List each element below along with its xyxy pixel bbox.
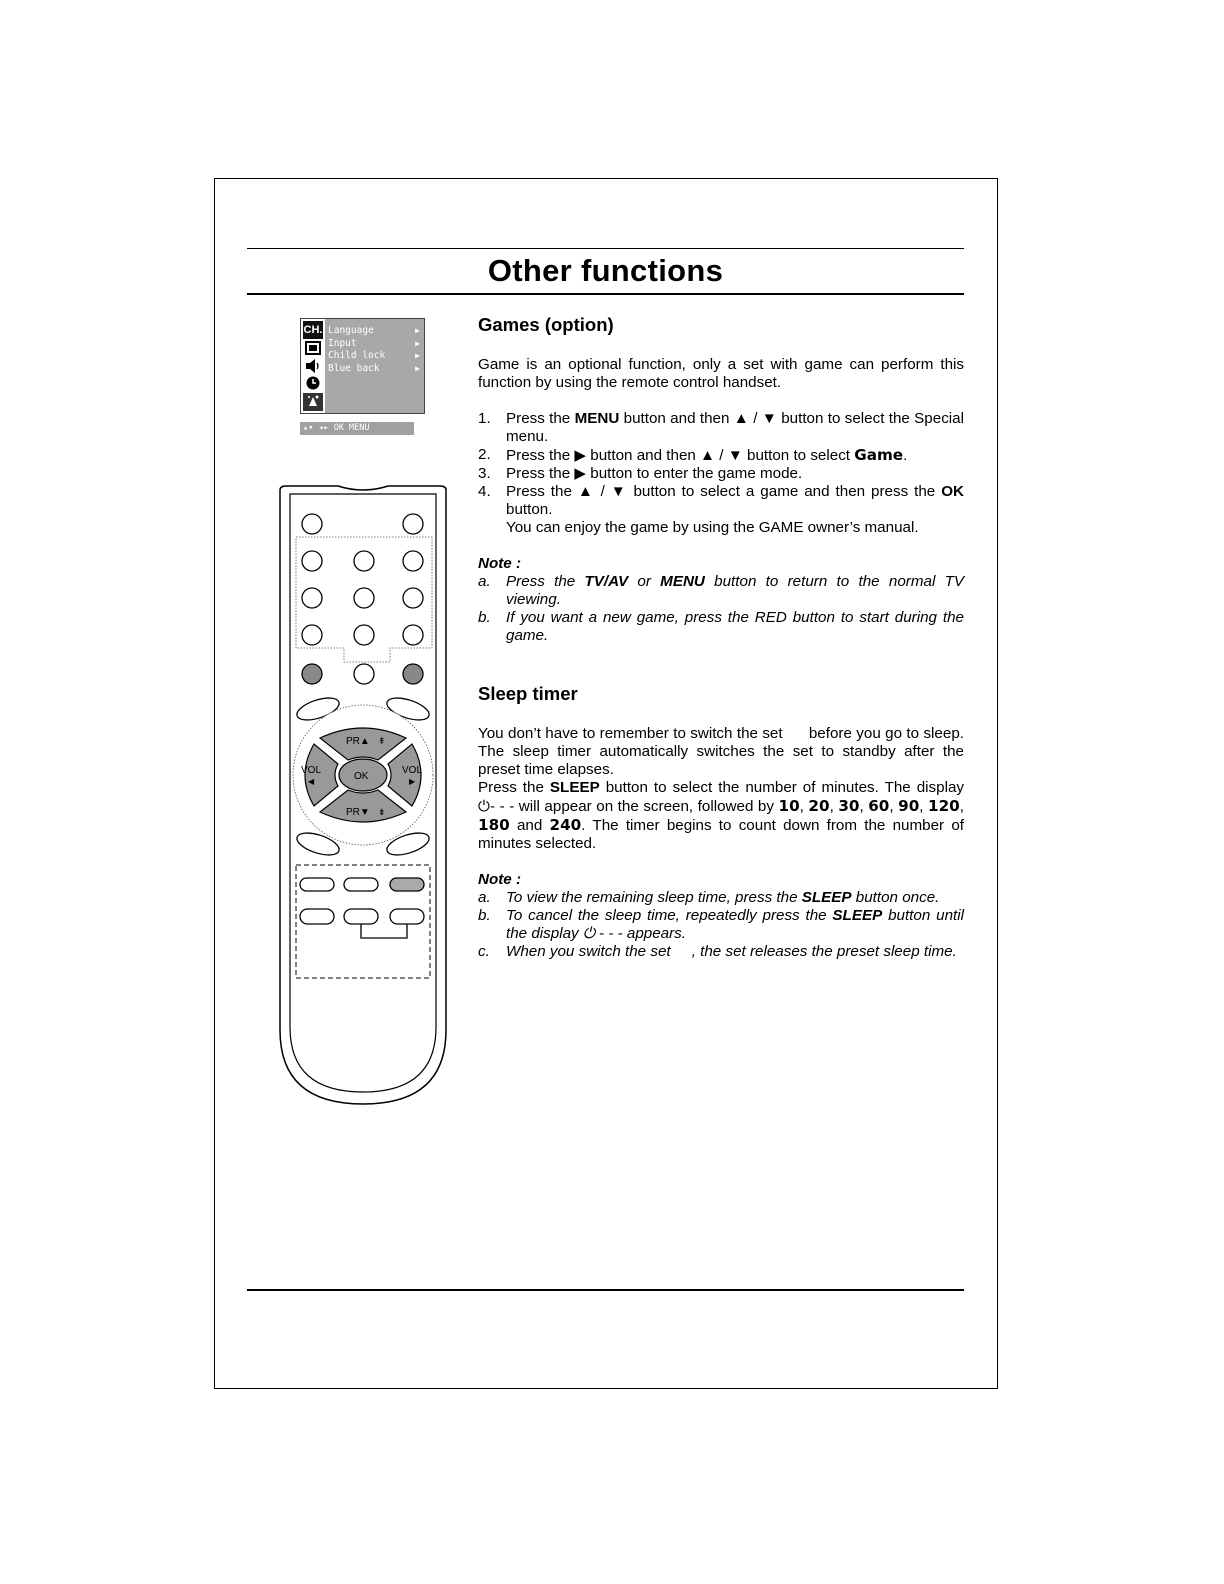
- button-connector: [361, 924, 407, 938]
- list-item: c. When you switch the set , the set releases the preset sleep time.: [478, 943, 957, 960]
- channel-icon: CH.: [303, 321, 323, 339]
- time-icon: [303, 375, 323, 393]
- vol-left-label: VOL: [301, 765, 322, 776]
- pr-down-label: PR▼: [346, 807, 370, 818]
- pr-up-label: PR▲: [346, 736, 370, 747]
- right-arrow-icon: ▶: [415, 326, 420, 335]
- teletext-buttons: [300, 878, 424, 924]
- vol-left-arrow-icon: ◀: [308, 777, 315, 786]
- list-item: a. Press the TV/AV or MENU button to return to the normal TV viewing.: [478, 573, 964, 608]
- title-rule: [247, 293, 964, 295]
- sleep-instructions: Press the SLEEP button to select the number of minutes. The display ⏻- - - will appear on the screen, followed by 10, 20, 30, 60, 90, 120, 180 and 240. The timer begins to count down from the number of minutes selected.: [478, 779, 964, 852]
- main-content: [478, 312, 969, 961]
- osd-item-input[interactable]: Input ▶: [328, 337, 420, 349]
- list-item: 3. Press the ▶ button to enter the game mode.: [478, 465, 803, 482]
- osd-menu-screen: [300, 318, 425, 414]
- games-intro: Game is an optional function, only a set with game can perform this function by using the remote control handset.: [478, 356, 964, 391]
- osd-menu-list: [328, 325, 424, 375]
- number-buttons: [302, 551, 423, 645]
- list-item: a. To view the remaining sleep time, press the SLEEP button once.: [478, 889, 940, 906]
- list-item: b. To cancel the sleep time, repeatedly press the SLEEP button until the display ⏻ - - - appears.: [478, 907, 964, 942]
- osd-item-child-lock[interactable]: Child lock ▶: [328, 350, 420, 361]
- special-icon: [303, 393, 323, 411]
- right-arrow-icon: ▶: [415, 363, 420, 373]
- top-buttons: [302, 514, 423, 534]
- list-item: b. If you want a new game, press the RED button to start during the game.: [478, 609, 964, 644]
- list-item: 2. Press the ▶ button and then ▲ / ▼ button to select Game.: [478, 446, 908, 464]
- osd-item-blue-back[interactable]: Blue back ▶: [328, 362, 420, 374]
- sleep-notes: [478, 889, 964, 961]
- sleep-intro: You don’t have to remember to switch the set before you go to sleep. The sleep timer automatically switches the set to standby after the preset time elapses.: [478, 725, 969, 778]
- color-buttons-row: [302, 664, 423, 684]
- osd-icon-column: [301, 319, 325, 413]
- remote-control-illustration: [278, 482, 450, 1108]
- top-rule: [247, 248, 964, 249]
- osd-item-language[interactable]: Language ▶: [328, 325, 420, 336]
- pr-down-arrow-icon: ⇟: [378, 808, 386, 818]
- pr-up-arrow-icon: ⇞: [378, 737, 386, 747]
- osd-navigation-bar: ▴▾ ◂▸ OK MENU: [300, 422, 414, 435]
- right-arrow-icon: ▶: [415, 351, 420, 360]
- list-item: 1. Press the MENU button and then ▲ / ▼ button to select the Special menu.: [478, 410, 964, 445]
- games-steps: [478, 410, 964, 537]
- vol-right-arrow-icon: ▶: [409, 777, 416, 786]
- page-title: Other functions: [487, 253, 724, 288]
- vol-right-label: VOL: [402, 765, 423, 776]
- sleep-heading: Sleep timer: [478, 683, 578, 704]
- sleep-note-title: Note :: [478, 871, 522, 888]
- games-note-title: Note :: [478, 555, 522, 572]
- bottom-rule: [247, 1289, 964, 1291]
- sound-icon: [303, 358, 323, 376]
- ok-label: OK: [354, 771, 369, 782]
- games-heading: Games (option): [478, 314, 614, 335]
- games-notes: [478, 573, 964, 645]
- list-item: 4. Press the ▲ / ▼ button to select a game and then press the OK button. You can enjoy the game by using the GAME owner’s manual.: [478, 483, 964, 536]
- picture-icon: [303, 340, 323, 358]
- right-arrow-icon: ▶: [415, 338, 420, 348]
